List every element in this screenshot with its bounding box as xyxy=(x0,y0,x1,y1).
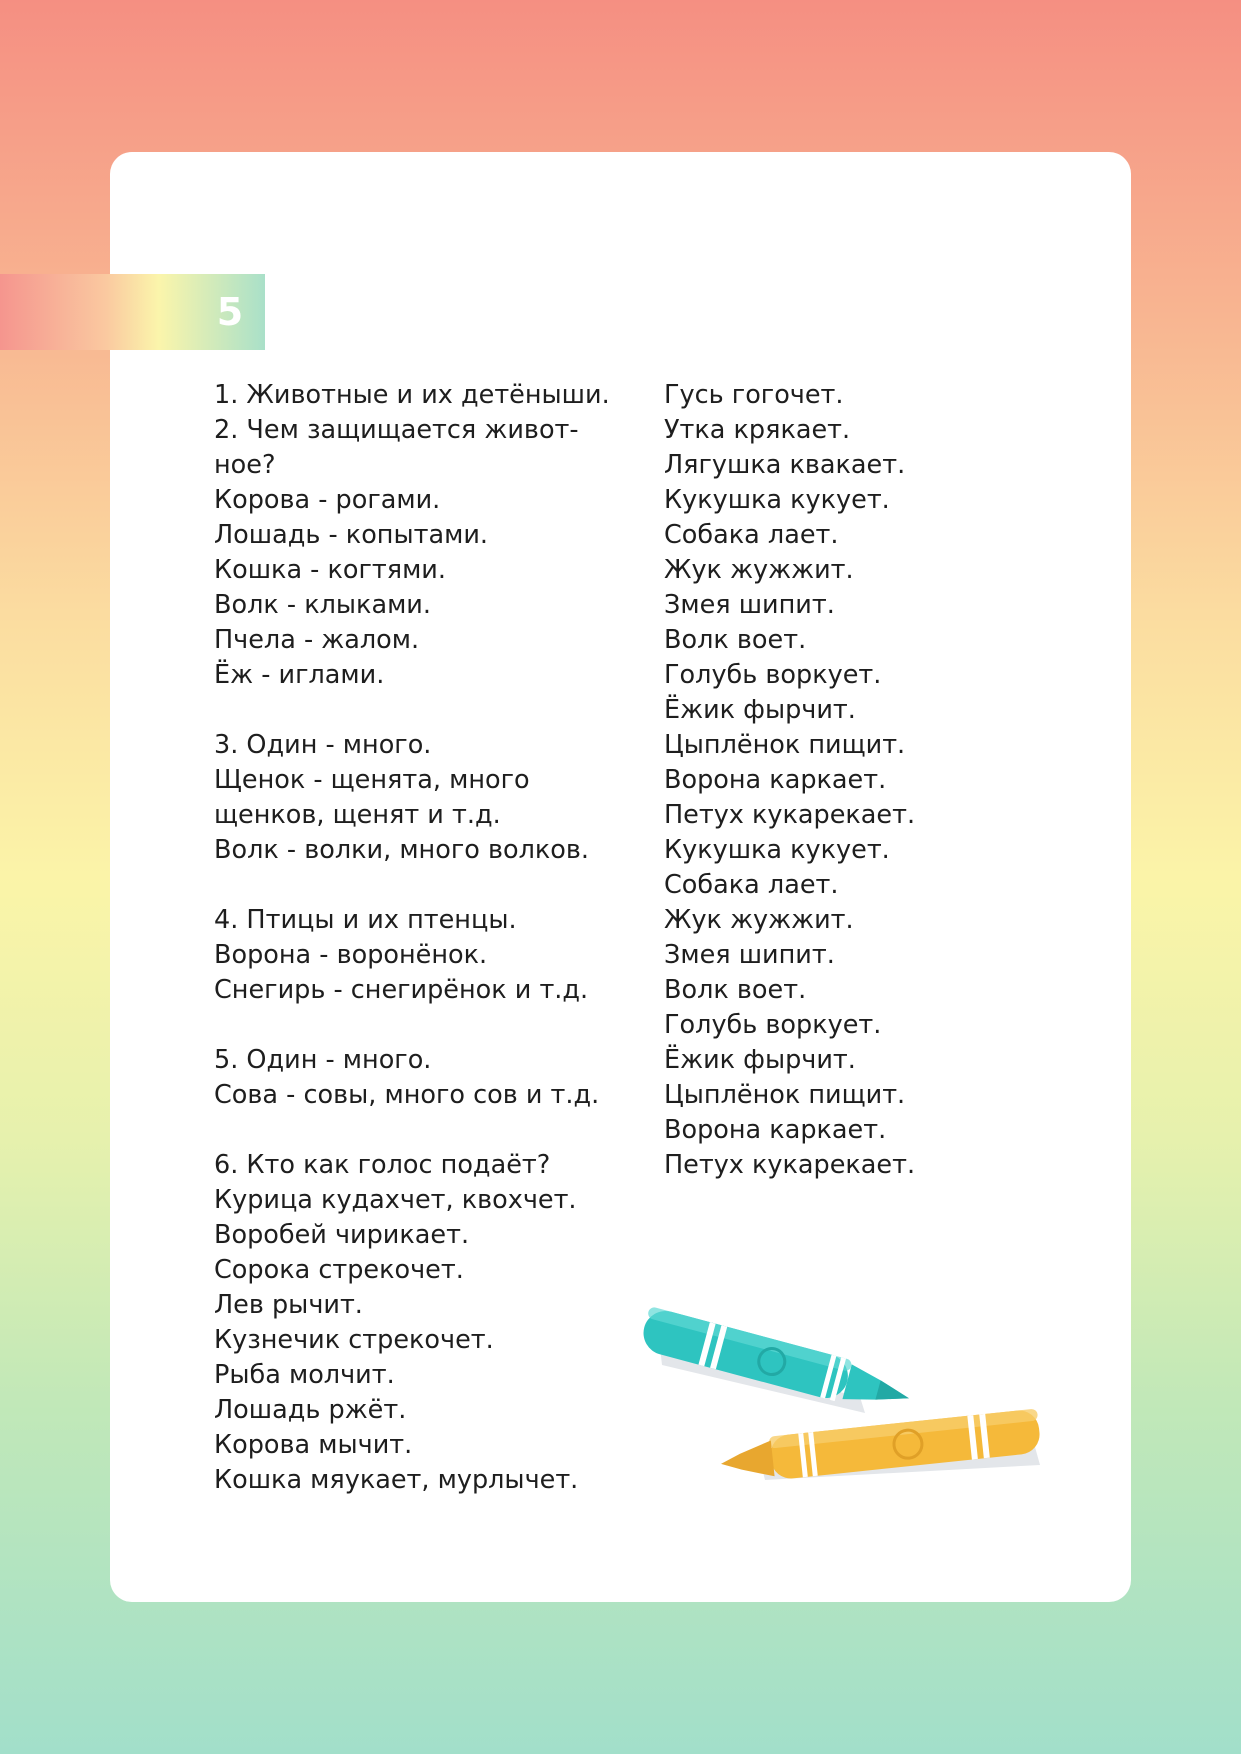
left-answer-line: Ёж - иглами. xyxy=(214,660,385,690)
left-answer-line: Волк - волки, много волков. xyxy=(214,835,590,865)
left-answer-line: Корова - рогами. xyxy=(214,485,441,515)
yellow-crayon xyxy=(719,1408,1042,1485)
spacer xyxy=(214,1113,610,1148)
left-answer-line: 2. Чем защищается живот- xyxy=(214,415,579,445)
left-answer-line: Пчела - жалом. xyxy=(214,625,420,655)
right-answer-line: Змея шипит. xyxy=(664,940,835,970)
answers-left-column xyxy=(214,378,610,1498)
left-answer-line: Воробей чирикает. xyxy=(214,1220,470,1250)
left-answer-line: 1. Животные и их детёныши. xyxy=(214,380,610,410)
right-answer-line: Кукушка кукует. xyxy=(664,485,890,515)
right-answer-line: Жук жужжит. xyxy=(664,905,854,935)
right-answer-line: Петух кукарекает. xyxy=(664,1150,916,1180)
teal-crayon xyxy=(640,1306,915,1419)
left-answer-line: 4. Птицы и их птенцы. xyxy=(214,905,517,935)
right-answer-line: Голубь воркует. xyxy=(664,660,882,690)
right-answer-line: Цыплёнок пищит. xyxy=(664,1080,906,1110)
right-answer-line: Собака лает. xyxy=(664,870,839,900)
right-answer-line: Ёжик фырчит. xyxy=(664,695,856,725)
left-answer-line: ное? xyxy=(214,450,276,480)
left-answer-line: Волк - клыками. xyxy=(214,590,431,620)
right-answer-line: Ворона каркает. xyxy=(664,765,887,795)
left-answer-line: Щенок - щенята, много xyxy=(214,765,530,795)
left-answer-line: Курица кудахчет, квохчет. xyxy=(214,1185,577,1215)
right-answer-line: Утка крякает. xyxy=(664,415,851,445)
right-answer-line: Цыплёнок пищит. xyxy=(664,730,906,760)
right-answer-line: Собака лает. xyxy=(664,520,839,550)
right-answer-line: Лягушка квакает. xyxy=(664,450,906,480)
left-answer-line: Рыба молчит. xyxy=(214,1360,395,1390)
right-answer-line: Голубь воркует. xyxy=(664,1010,882,1040)
left-answer-line: Кузнечик стрекочет. xyxy=(214,1325,494,1355)
left-answer-line: Снегирь - снегирёнок и т.д. xyxy=(214,975,589,1005)
left-answer-line: щенков, щенят и т.д. xyxy=(214,800,501,830)
left-answer-line: 5. Один - много. xyxy=(214,1045,432,1075)
spacer xyxy=(214,1008,610,1043)
spacer xyxy=(214,693,610,728)
right-answer-line: Волк воет. xyxy=(664,625,807,655)
answers-right-column xyxy=(664,378,915,1183)
right-answer-line: Ёжик фырчит. xyxy=(664,1045,856,1075)
right-answer-line: Волк воет. xyxy=(664,975,807,1005)
right-answer-line: Змея шипит. xyxy=(664,590,835,620)
left-answer-line: Лошадь ржёт. xyxy=(214,1395,407,1425)
right-answer-line: Ворона каркает. xyxy=(664,1115,887,1145)
left-answer-line: 6. Кто как голос подаёт? xyxy=(214,1150,551,1180)
right-answer-line: Кукушка кукует. xyxy=(664,835,890,865)
right-answer-line: Петух кукарекает. xyxy=(664,800,916,830)
right-answer-line: Гусь гогочет. xyxy=(664,380,844,410)
left-answer-line: Корова мычит. xyxy=(214,1430,413,1460)
left-answer-line: Лев рычит. xyxy=(214,1290,363,1320)
left-answer-line: 3. Один - много. xyxy=(214,730,432,760)
spacer xyxy=(214,868,610,903)
page-number: 5 xyxy=(216,290,244,334)
left-answer-line: Сорока стрекочет. xyxy=(214,1255,464,1285)
left-answer-line: Сова - совы, много сов и т.д. xyxy=(214,1080,600,1110)
left-answer-line: Кошка мяукает, мурлычет. xyxy=(214,1465,579,1495)
crayons-illustration xyxy=(640,1295,1060,1505)
left-answer-line: Лошадь - копытами. xyxy=(214,520,489,550)
left-answer-line: Кошка - когтями. xyxy=(214,555,446,585)
right-answer-line: Жук жужжит. xyxy=(664,555,854,585)
left-answer-line: Ворона - воронёнок. xyxy=(214,940,488,970)
